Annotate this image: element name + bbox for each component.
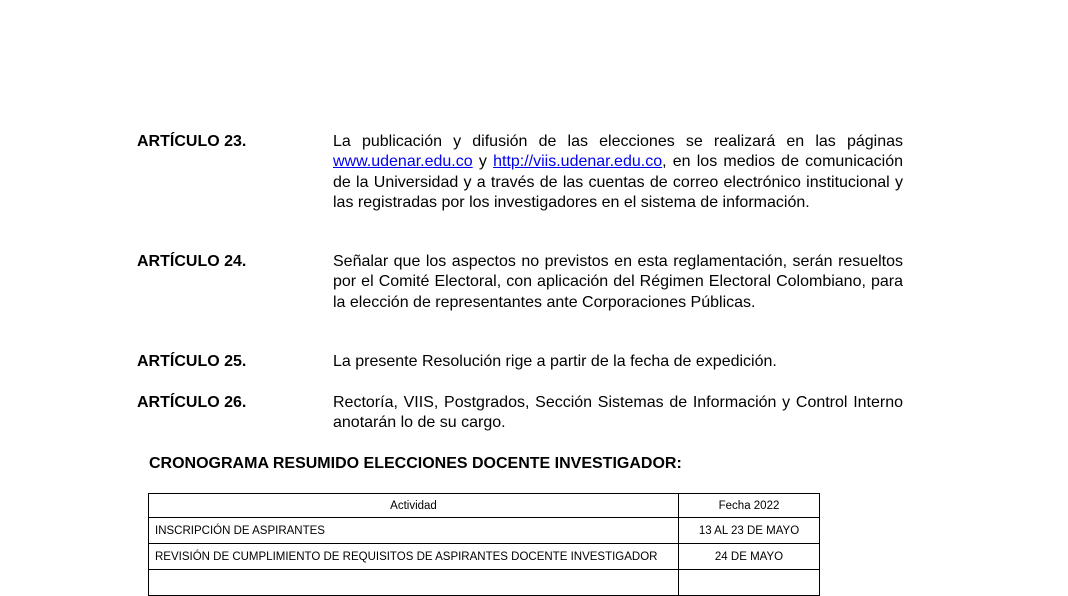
article-text: Rectoría, VIIS, Postgrados, Sección Sistemas de Información y Control Interno anotarán lo de su cargo. <box>333 394 903 432</box>
article-label: ARTÍCULO 26. <box>137 394 247 411</box>
article-label: ARTÍCULO 23. <box>137 133 247 150</box>
activity-cell: REVISIÓN DE CUMPLIMIENTO DE REQUISITOS DE ASPIRANTES DOCENTE INVESTIGADOR <box>149 544 679 570</box>
header-date: Fecha 2022 <box>679 494 820 518</box>
article-text: Señalar que los aspectos no previstos en esta reglamentación, serán resueltos por el Comité Electoral, con aplicación del Régimen Electoral Colombiano, para la elección de representantes ante Corporaciones Públicas. <box>333 253 903 311</box>
date-cell: 24 DE MAYO <box>679 544 820 570</box>
table-row <box>149 570 820 596</box>
article-label: ARTÍCULO 24. <box>137 253 247 270</box>
activity-cell: INSCRIPCIÓN DE ASPIRANTES <box>149 518 679 544</box>
schedule-title: CRONOGRAMA RESUMIDO ELECCIONES DOCENTE INVESTIGADOR: <box>149 455 682 472</box>
article-text: La publicación y difusión de las elecciones se realizará en las páginas www.udenar.edu.co y http://viis.udenar.edu.co, en los medios de comunicación de la Universidad y a través de las cuentas de correo electrónico institucional y las registradas por los investigadores en el sistema de información. <box>333 133 904 212</box>
viis-link[interactable]: http://viis.udenar.edu.co <box>493 153 663 171</box>
schedule-table <box>148 493 820 596</box>
table-row <box>149 544 820 570</box>
table-header-row <box>149 494 820 518</box>
date-cell: 13 AL 23 DE MAYO <box>679 518 820 544</box>
table-row <box>149 518 820 544</box>
article-label: ARTÍCULO 25. <box>137 353 247 370</box>
date-cell <box>679 570 820 596</box>
header-activity: Actividad <box>149 494 679 518</box>
article-text: La presente Resolución rige a partir de la fecha de expedición. <box>333 353 777 370</box>
udenar-link[interactable]: www.udenar.edu.co <box>333 153 473 171</box>
activity-cell <box>149 570 679 596</box>
